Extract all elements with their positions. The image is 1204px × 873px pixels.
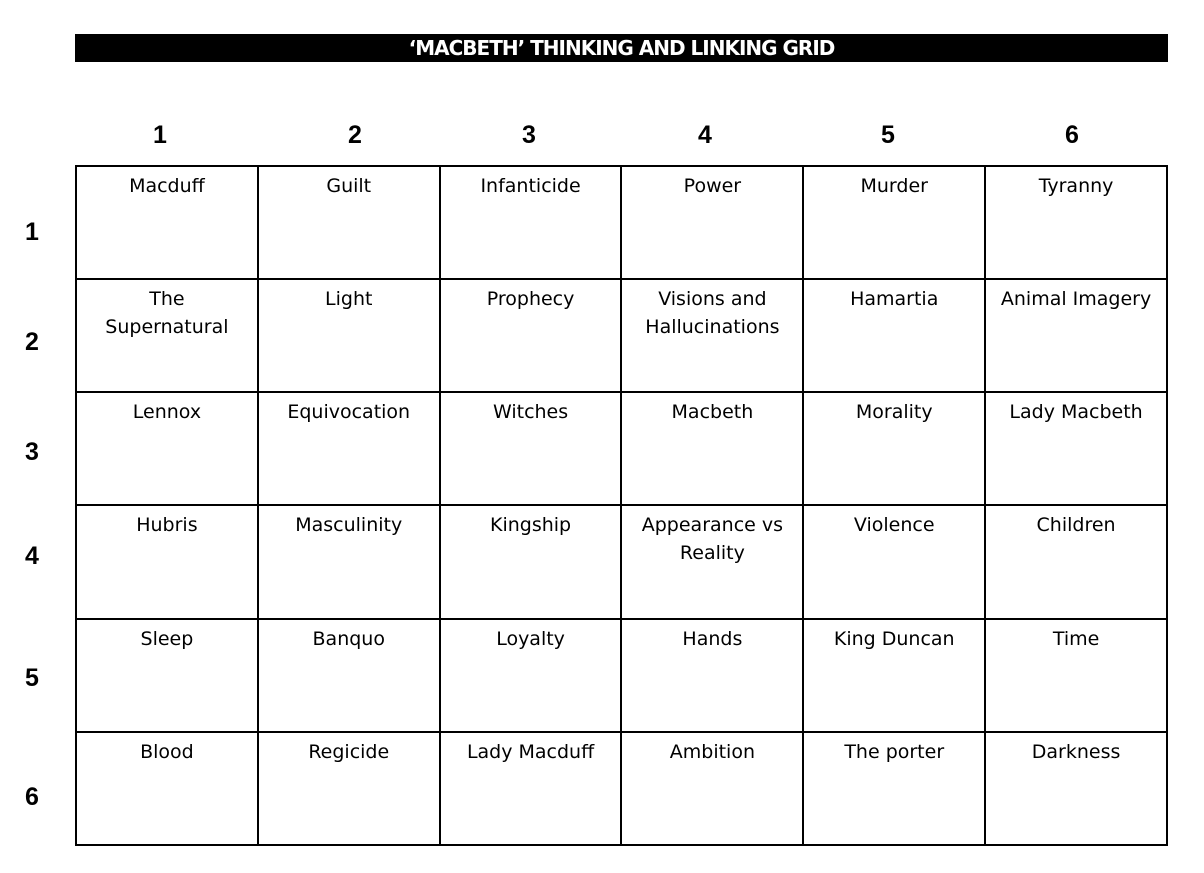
grid-cell: Loyalty (440, 619, 622, 732)
row-header-1: 1 (25, 218, 39, 246)
grid-cell: Hands (621, 619, 803, 732)
grid-cell: Power (621, 166, 803, 279)
grid-cell: Darkness (985, 732, 1167, 845)
grid-row-4 (76, 505, 1167, 618)
column-header-5: 5 (881, 121, 895, 149)
grid-cell: The Supernatural (76, 279, 258, 392)
grid-row-5 (76, 619, 1167, 732)
row-header-3: 3 (25, 438, 39, 466)
grid-cell: Light (258, 279, 440, 392)
row-header-2: 2 (25, 328, 39, 356)
column-header-3: 3 (522, 121, 536, 149)
grid-cell: Violence (803, 505, 985, 618)
grid-cell: Lennox (76, 392, 258, 505)
grid-row-1 (76, 166, 1167, 279)
grid-cell: Murder (803, 166, 985, 279)
grid-cell: Witches (440, 392, 622, 505)
grid-cell: Appearance vs Reality (621, 505, 803, 618)
row-header-4: 4 (25, 542, 39, 570)
grid-cell: King Duncan (803, 619, 985, 732)
grid-cell: Sleep (76, 619, 258, 732)
grid-cell: Kingship (440, 505, 622, 618)
grid-cell: Time (985, 619, 1167, 732)
grid-cell: Hubris (76, 505, 258, 618)
grid-cell: Macduff (76, 166, 258, 279)
column-header-2: 2 (348, 121, 362, 149)
grid-cell: Lady Macbeth (985, 392, 1167, 505)
grid-cell: Hamartia (803, 279, 985, 392)
grid-cell: Equivocation (258, 392, 440, 505)
row-header-6: 6 (25, 783, 39, 811)
grid-cell: Banquo (258, 619, 440, 732)
grid-cell: Macbeth (621, 392, 803, 505)
grid-cell: Visions and Hallucinations (621, 279, 803, 392)
grid-cell: Ambition (621, 732, 803, 845)
grid-cell: Tyranny (985, 166, 1167, 279)
grid-cell: Blood (76, 732, 258, 845)
column-header-1: 1 (153, 121, 167, 149)
grid-cell: Lady Macduff (440, 732, 622, 845)
grid-cell: Prophecy (440, 279, 622, 392)
grid-row-6 (76, 732, 1167, 845)
grid-row-3 (76, 392, 1167, 505)
column-header-4: 4 (698, 121, 712, 149)
grid-cell: The porter (803, 732, 985, 845)
row-header-5: 5 (25, 664, 39, 692)
grid-row-2 (76, 279, 1167, 392)
grid-cell: Children (985, 505, 1167, 618)
column-header-6: 6 (1065, 121, 1079, 149)
grid-cell: Animal Imagery (985, 279, 1167, 392)
grid-cell: Morality (803, 392, 985, 505)
thinking-linking-grid (75, 165, 1168, 846)
grid-cell: Guilt (258, 166, 440, 279)
page-title: ‘MACBETH’ THINKING AND LINKING GRID (75, 34, 1168, 62)
grid-cell: Infanticide (440, 166, 622, 279)
grid-cell: Masculinity (258, 505, 440, 618)
grid-cell: Regicide (258, 732, 440, 845)
